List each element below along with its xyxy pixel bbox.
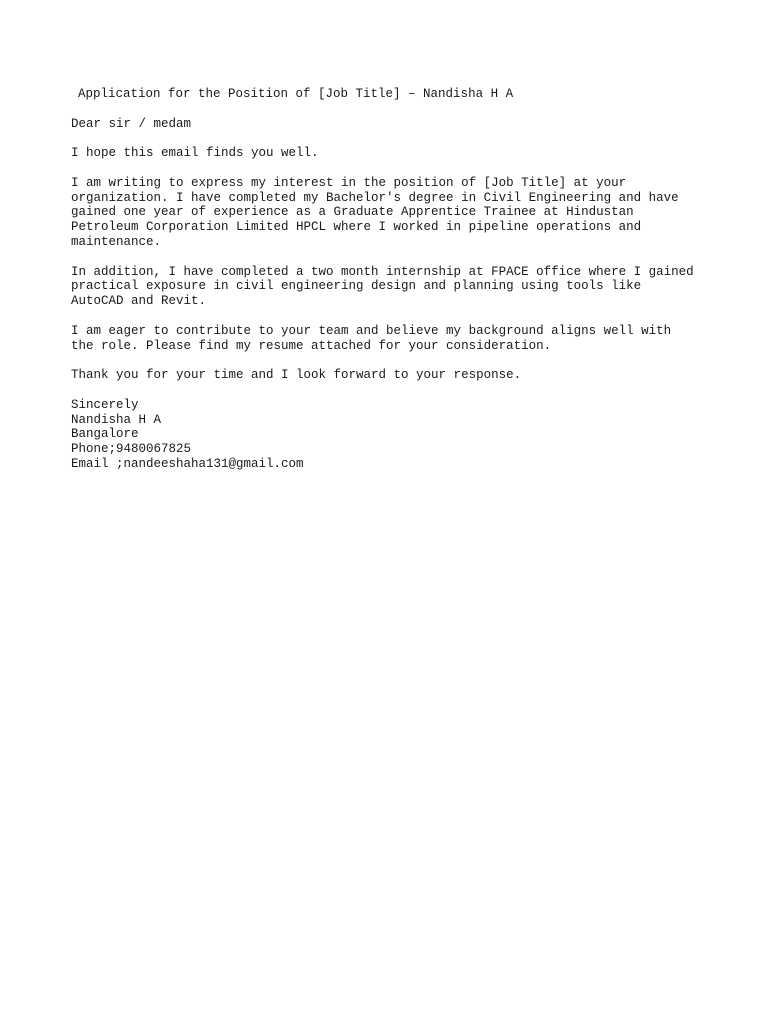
paragraph2-line: AutoCAD and Revit. xyxy=(71,294,207,309)
subject-line: Application for the Position of [Job Title] – Nandisha H A xyxy=(78,87,514,101)
paragraph2-line: In addition, I have completed a two month internship at FPACE office where I gained xyxy=(71,264,694,279)
paragraph3-line: the role. Please find my resume attached for your consideration. xyxy=(71,338,552,353)
paragraph2-line: practical exposure in civil engineering design and planning using tools like xyxy=(71,279,642,294)
paragraph1-line: maintenance. xyxy=(71,234,162,249)
paragraph1-line: Petroleum Corporation Limited HPCL where I worked in pipeline operations and xyxy=(71,220,642,235)
spacer xyxy=(71,353,731,368)
paragraph1-line: gained one year of experience as a Graduate Apprentice Trainee at Hindustan xyxy=(71,205,634,220)
salutation: Dear sir / medam xyxy=(71,116,192,131)
spacer xyxy=(71,131,731,146)
spacer xyxy=(71,383,731,398)
spacer xyxy=(71,250,731,265)
paragraph1-line: I am writing to express my interest in the position of [Job Title] at your xyxy=(71,175,627,190)
spacer xyxy=(71,161,731,176)
signer-city: Bangalore xyxy=(71,427,139,442)
opening-line: I hope this email finds you well. xyxy=(71,146,319,161)
signer-name: Nandisha H A xyxy=(71,412,162,427)
paragraph3-line: I am eager to contribute to your team and believe my background aligns well with xyxy=(71,323,672,338)
signer-phone: Phone;9480067825 xyxy=(71,442,192,457)
closing-line: Thank you for your time and I look forward to your response. xyxy=(71,368,522,383)
signoff: Sincerely xyxy=(71,397,139,412)
paragraph1-line: organization. I have completed my Bachelor's degree in Civil Engineering and have xyxy=(71,190,679,205)
spacer xyxy=(71,102,731,117)
signer-email: Email ;nandeeshaha131@gmail.com xyxy=(71,456,304,471)
letter-body xyxy=(71,87,731,472)
spacer xyxy=(71,309,731,324)
